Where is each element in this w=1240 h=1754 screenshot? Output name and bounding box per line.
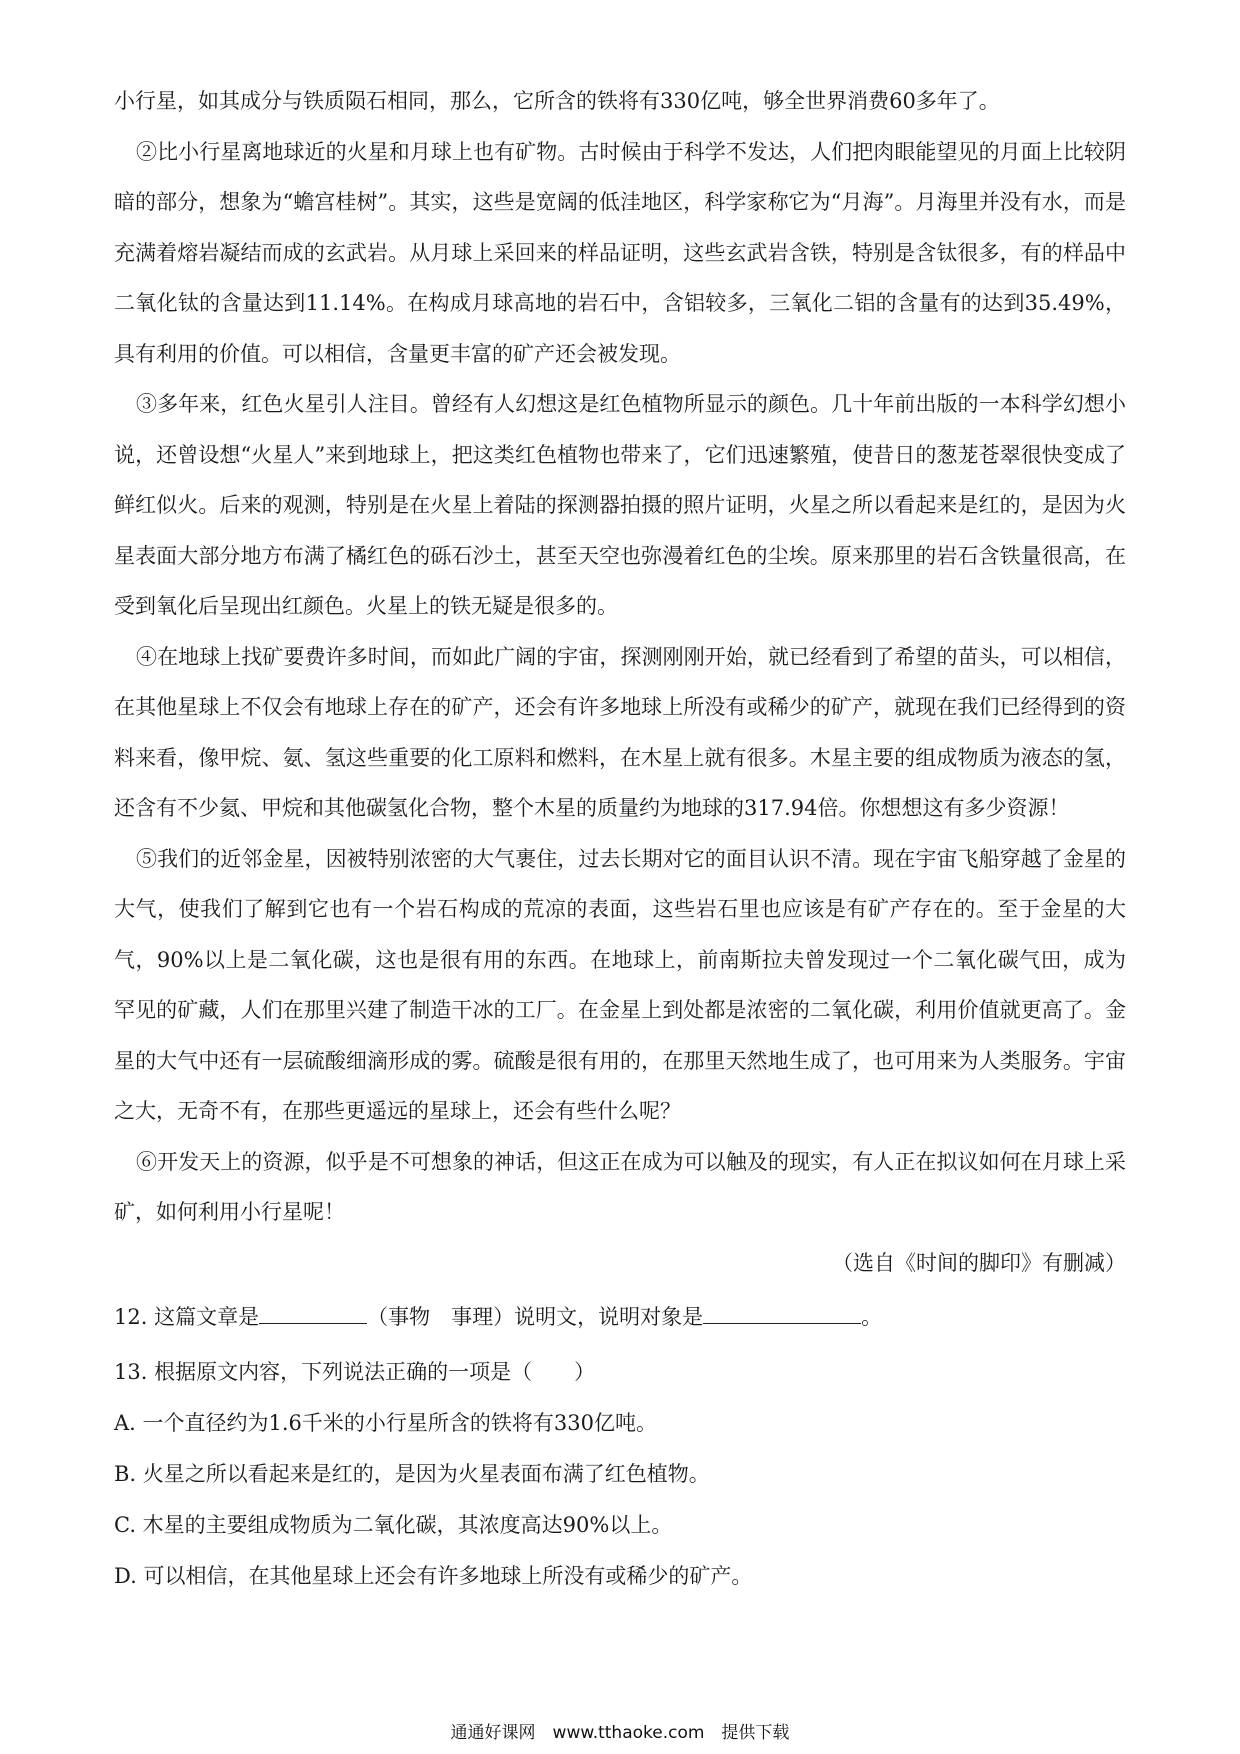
question-12-part3: 。 (861, 1305, 883, 1329)
paragraph-3: ③多年来，红色火星引人注目。曾经有人幻想这是红色植物所显示的颜色。几十年前出版的一本科学幻想小说，还曾设想“火星人”来到地球上，把这类红色植物也带来了，它们迅速繁殖，使昔日的葱茏苍翠很快变成了鲜红似火。后来的观测，特别是在火星上着陆的探测器拍摄的照片证明，火星之所以看起来是红的，是因为火星表面大部分地方布满了橘红色的砾石沙土，甚至天空也弥漫着红色的尘埃。原来那里的岩石含铁量很高，在受到氧化后呈现出红颜色。火星上的铁无疑是很多的。 (114, 392, 1126, 618)
question-12 (114, 1292, 1126, 1343)
answer-blank-1[interactable] (259, 1301, 367, 1324)
article-content (114, 76, 1126, 1602)
paragraph-5: ⑤我们的近邻金星，因被特别浓密的大气裹住，过去长期对它的面目认识不清。现在宇宙飞船穿越了金星的大气，使我们了解到它也有一个岩石构成的荒凉的表面，这些岩石里也应该是有矿产存在的。至于金星的大气，90%以上是二氧化碳，这也是很有用的东西。在地球上，前南斯拉夫曾发现过一个二氧化碳气田，成为罕见的矿藏，人们在那里兴建了制造干冰的工厂。在金星上到处都是浓密的二氧化碳，利用价值就更高了。金星的大气中还有一层硫酸细滴形成的雾。硫酸是很有用的，在那里天然地生成了，也可用来为人类服务。宇宙之大，无奇不有，在那些更遥远的星球上，还会有些什么呢？ (114, 846, 1126, 1123)
option-b[interactable]: B. 火星之所以看起来是红的，是因为火星表面布满了红色植物。 (114, 1462, 710, 1486)
paragraph-4: ④在地球上找矿要费许多时间，而如此广阔的宇宙，探测刚刚开始，就已经看到了希望的苗头，可以相信，在其他星球上不仅会有地球上存在的矿产，还会有许多地球上所没有或稀少的矿产，就现在我们已经得到的资料来看，像甲烷、氨、氢这些重要的化工原料和燃料，在木星上就有很多。木星主要的组成物质为液态的氢，还含有不少氦、甲烷和其他碳氢化合物，整个木星的质量约为地球的317.94倍。你想想这有多少资源！ (114, 644, 1126, 820)
paragraph-continued: 小行星，如其成分与铁质陨石相同，那么，它所含的铁将有330亿吨，够全世界消费60多年了。 (114, 89, 1000, 113)
option-a[interactable]: A. 一个直径约为1.6千米的小行星所含的铁将有330亿吨。 (114, 1411, 657, 1435)
option-d[interactable]: D. 可以相信，在其他星球上还会有许多地球上所没有或稀少的矿产。 (114, 1564, 753, 1588)
question-12-part2: （事物 事理）说明文，说明对象是 (367, 1305, 704, 1329)
paragraph-2: ②比小行星离地球近的火星和月球上也有矿物。古时候由于科学不发达，人们把肉眼能望见的月面上比较阴暗的部分，想象为“蟾宫桂树”。其实，这些是宽阔的低洼地区，科学家称它为“月海”。月海里并没有水，而是充满着熔岩凝结而成的玄武岩。从月球上采回来的样品证明，这些玄武岩含铁，特别是含钛很多，有的样品中二氧化钛的含量达到11.14%。在构成月球高地的岩石中，含铝较多，三氧化二铝的含量有的达到35.49%，具有利用的价值。可以相信，含量更丰富的矿产还会被发现。 (114, 139, 1126, 366)
question-12-part1: 12. 这篇文章是 (114, 1305, 260, 1329)
footer-watermark: 通通好课网 www.tthaoke.com 提供下载 (450, 1723, 790, 1743)
option-c[interactable]: C. 木星的主要组成物质为二氧化碳，其浓度高达90%以上。 (114, 1513, 673, 1537)
answer-blank-2[interactable] (703, 1301, 861, 1324)
source-citation: （选自《时间的脚印》有删减） (832, 1250, 1126, 1275)
question-13: 13. 根据原文内容，下列说法正确的一项是（ ） (114, 1360, 596, 1384)
paragraph-6: ⑥开发天上的资源，似乎是不可想象的神话，但这正在成为可以触及的现实，有人正在拟议如何在月球上采矿，如何利用小行星呢！ (114, 1149, 1126, 1224)
